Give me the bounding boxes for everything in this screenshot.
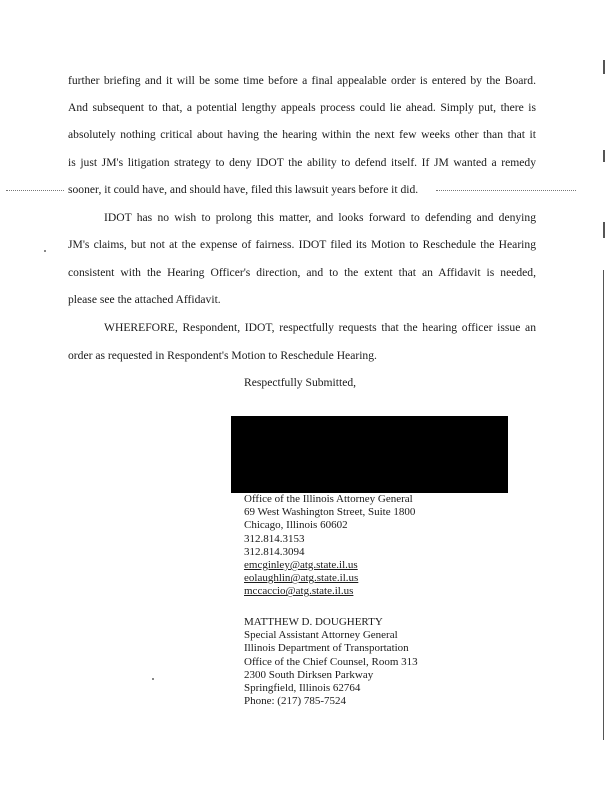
body-line: please see the attached Affidavit. [68, 293, 221, 306]
email-link[interactable]: mccaccio@atg.state.il.us [244, 585, 354, 598]
closing-text: Respectfully Submitted, [244, 376, 357, 389]
email-link[interactable]: emcginley@atg.state.il.us [244, 558, 358, 571]
address-line: 69 West Washington Street, Suite 1800 [244, 506, 416, 519]
address-line: Office of the Chief Counsel, Room 313 [244, 655, 418, 668]
phone-line: 312.814.3094 [244, 545, 305, 558]
scan-edge-mark [603, 270, 604, 740]
attorney-general-block [244, 493, 415, 599]
body-line: absolutely nothing critical about having the hearing within the next few weeks other than that it [68, 128, 536, 141]
address-line: Chicago, Illinois 60602 [244, 519, 348, 532]
attorney-name: MATTHEW D. DOUGHERTY [244, 616, 383, 628]
scan-dotted-rule [6, 190, 64, 191]
address-line: Illinois Department of Transportation [244, 642, 409, 655]
address-line: Springfield, Illinois 62764 [244, 681, 361, 694]
scan-speck [152, 678, 154, 680]
body-line: WHEREFORE, Respondent, IDOT, respectfully requests that the hearing officer issue an [104, 321, 536, 334]
body-line: further briefing and it will be some time before a final appealable order is entered by the Board. [68, 74, 536, 87]
body-line: sooner, it could have, and should have, filed this lawsuit years before it did. [68, 183, 419, 196]
body-line: IDOT has no wish to prolong this matter, and looks forward to defending and denying [104, 211, 536, 224]
scan-edge-mark [603, 150, 605, 162]
phone-line: 312.814.3153 [244, 532, 305, 545]
scan-edge-mark [603, 222, 605, 238]
scan-edge-mark [603, 60, 605, 74]
body-line: consistent with the Hearing Officer's direction, and to the extent that an Affidavit is needed, [68, 266, 536, 279]
body-line: is just JM's litigation strategy to deny IDOT the ability to defend itself. If JM wanted a remedy [68, 156, 536, 169]
email-link[interactable]: eolaughlin@atg.state.il.us [244, 572, 359, 585]
body-line: JM's claims, but not at the expense of fairness. IDOT filed its Motion to Reschedule the Hearing [68, 238, 536, 251]
redacted-signature [231, 416, 508, 493]
address-line: 2300 South Dirksen Parkway [244, 668, 374, 681]
address-line: Office of the Illinois Attorney General [244, 493, 413, 505]
body-line: And subsequent to that, a potential lengthy appeals process could lie ahead. Simply put, there is [68, 101, 536, 114]
scan-dotted-rule [436, 190, 576, 191]
body-line: order as requested in Respondent's Motion to Reschedule Hearing. [68, 349, 377, 362]
phone-line: Phone: (217) 785-7524 [244, 695, 347, 708]
attorney-title: Special Assistant Attorney General [244, 629, 398, 642]
scan-speck [44, 250, 46, 252]
dougherty-block [244, 616, 418, 708]
